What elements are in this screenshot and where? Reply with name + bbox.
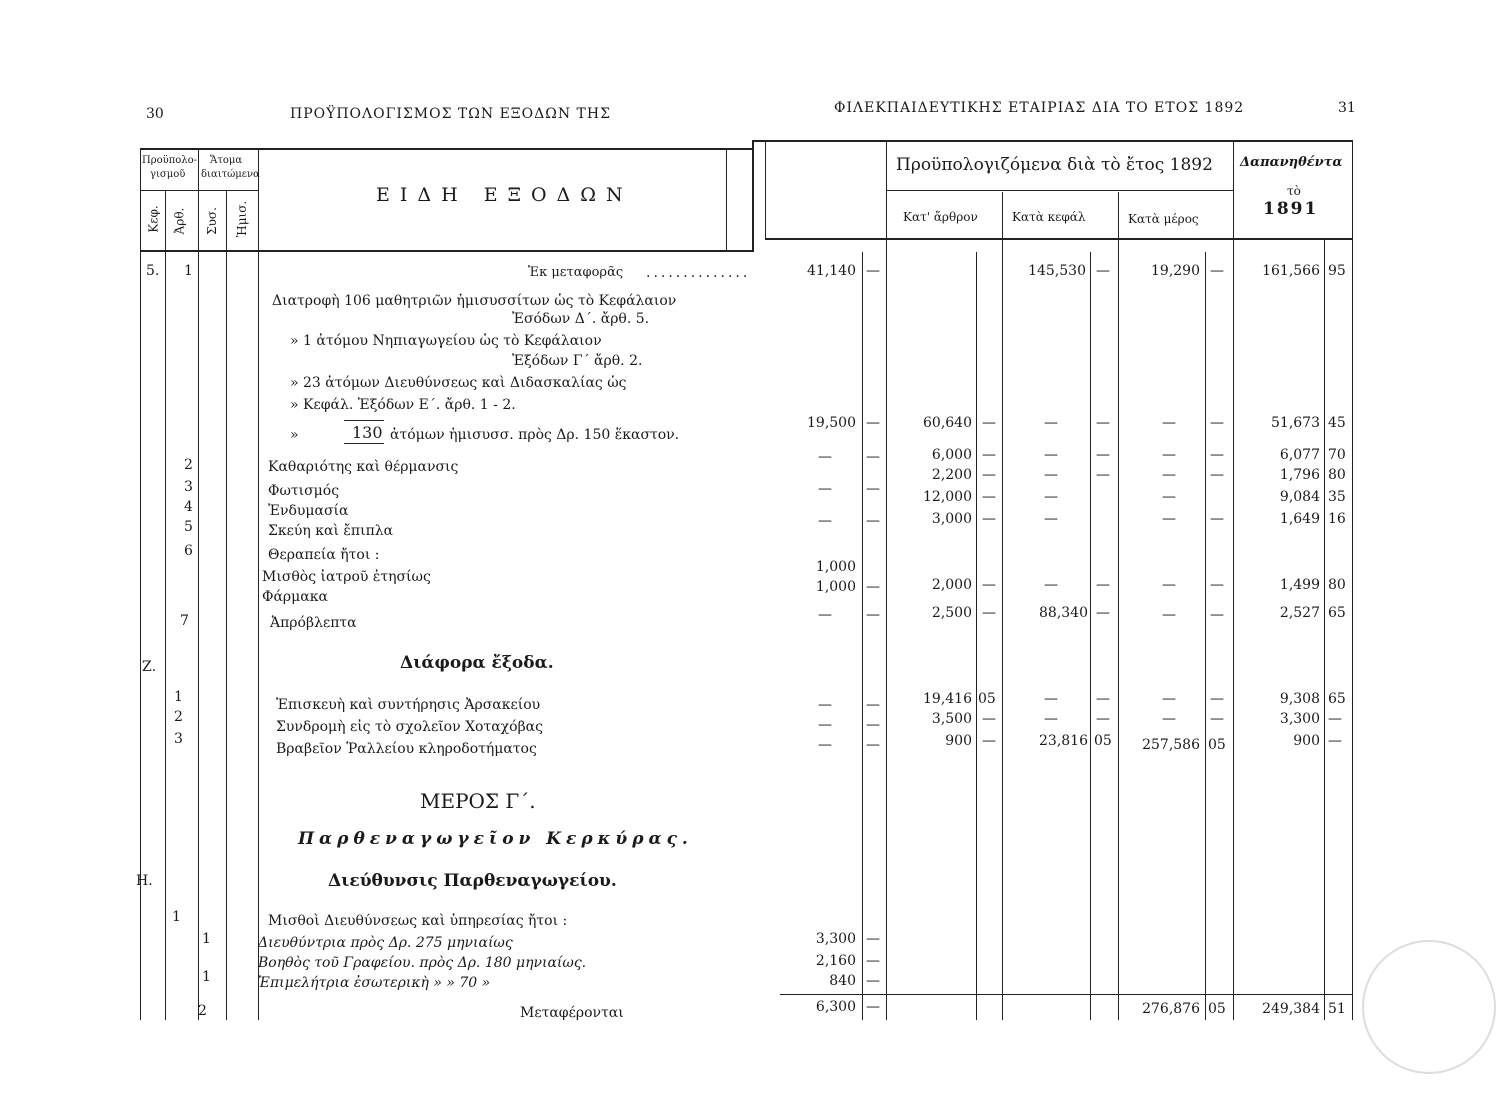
cell-c1b: — — [866, 449, 880, 465]
cell-ka: 19,416 — [923, 691, 972, 707]
row-arth: 2 — [184, 457, 193, 473]
cell-kmb: — — [1210, 711, 1224, 727]
row-number: 130 — [352, 423, 383, 442]
row-text: ἀτόμων ἡμισυσσ. πρὸς Δρ. 150 ἕκαστον. — [390, 427, 680, 443]
cell-km: 276,876 — [1142, 1001, 1200, 1017]
row-text: Βοηθὸς τοῦ Γραφείου. πρὸς Δρ. 180 μηνιαίως. — [258, 955, 587, 971]
cell-kk: — — [1044, 415, 1058, 431]
cell-d: 1,649 — [1279, 511, 1320, 527]
cell-d: 1,499 — [1279, 577, 1320, 593]
cell-kk: — — [1044, 691, 1058, 707]
cell-kab: — — [982, 467, 996, 483]
cell-c1b: — — [866, 513, 880, 529]
cell-kkb: — — [1096, 691, 1110, 707]
cell-km: — — [1162, 447, 1176, 463]
cell-c1: — — [818, 449, 832, 465]
cell-c1: — — [818, 607, 832, 623]
cell-km: — — [1162, 415, 1176, 431]
cell-d: 3,300 — [1279, 711, 1320, 727]
leader-dots: .............. — [646, 265, 751, 281]
row-kef: 5. — [146, 263, 160, 279]
cell-kkb: 05 — [1094, 733, 1112, 749]
col-line — [258, 148, 259, 1020]
cell-kk: 23,816 — [1039, 733, 1088, 749]
row-text: Σκεύη καὶ ἔπιπλα — [268, 523, 394, 539]
cell-kab: — — [982, 605, 996, 621]
cell-kab: — — [982, 415, 996, 431]
cell-db: 80 — [1328, 577, 1346, 593]
cell-db: 35 — [1328, 489, 1346, 505]
cell-c1: — — [818, 737, 832, 753]
cell-kk: 88,340 — [1039, 605, 1088, 621]
header-bottom-border-right — [765, 238, 1352, 240]
subheader-line — [886, 190, 1233, 191]
school-title: Παρθεναγωγεῖον Κερκύρας. — [298, 829, 693, 849]
col-line — [165, 190, 166, 1020]
cell-d: 51,673 — [1271, 415, 1320, 431]
col-line — [1324, 238, 1325, 1020]
row-text: Καθαριότης καὶ θέρμανσις — [268, 459, 459, 475]
cell-d: 9,084 — [1279, 489, 1320, 505]
cell-kk: — — [1044, 489, 1058, 505]
cell-kmb: — — [1210, 263, 1224, 279]
col-line — [1205, 252, 1206, 1020]
cell-db: 80 — [1328, 467, 1346, 483]
total-line — [780, 994, 1352, 995]
cell-kkb: — — [1096, 711, 1110, 727]
col-line — [1090, 252, 1091, 1020]
cell-c1b: — — [866, 607, 880, 623]
cell-ka: 60,640 — [923, 415, 972, 431]
col-line — [976, 252, 977, 1020]
row-text: Μεταφέρονται — [520, 1005, 624, 1021]
cell-c0: 1,000 — [815, 579, 856, 595]
cell-ka: 3,000 — [931, 511, 972, 527]
table-top-border-left — [140, 148, 752, 150]
row-text: » 1 ἀτόμου Νηπιαγωγείου ὡς τὸ Κεφάλαιον — [290, 333, 602, 349]
cell-km: — — [1162, 577, 1176, 593]
cell-kab: 05 — [978, 691, 996, 707]
cell-kkb: — — [1096, 467, 1110, 483]
header-kata-kefal: Κατὰ κεφάλ — [1012, 210, 1086, 224]
cell-c1b: — — [866, 263, 880, 279]
header-syss: Συσ. — [204, 207, 219, 235]
cell-ka: 12,000 — [923, 489, 972, 505]
underline — [344, 420, 384, 421]
cell-d: 161,566 — [1262, 263, 1320, 279]
cell-c0: 3,300 — [815, 931, 856, 947]
cell-db: — — [1328, 733, 1342, 749]
cell-c1b: — — [866, 481, 880, 497]
cell-c1: — — [818, 513, 832, 529]
cell-c1b: — — [866, 737, 880, 753]
library-seal — [1362, 940, 1496, 1074]
cell-d: 9,308 — [1279, 691, 1320, 707]
cell-d: 6,077 — [1279, 447, 1320, 463]
page-title-right: ΦΙΛΕΚΠΑΙΔΕΥΤΙΚΗΣ ΕΤΑΙΡΙΑΣ ΔΙΑ ΤΟ ΕΤΟΣ 1892 — [834, 100, 1245, 116]
row-arth: 5 — [184, 519, 193, 535]
cell-d: 249,384 — [1262, 1001, 1320, 1017]
cell-c1b: — — [866, 697, 880, 713]
header-eidi-exodon: ΕΙΔΗ ΕΞΟΔΩΝ — [376, 184, 633, 206]
col-line — [726, 148, 727, 252]
header-year: 1891 — [1263, 199, 1319, 219]
cell-db: 51 — [1328, 1001, 1346, 1017]
row-text: Φωτισμός — [268, 483, 340, 499]
cell-kmb: — — [1210, 467, 1224, 483]
cell-km: — — [1162, 511, 1176, 527]
cell-c1: 41,140 — [807, 263, 856, 279]
cell-kk: — — [1044, 577, 1058, 593]
header-proypologismou2: γισμοῦ — [150, 169, 186, 180]
col-line — [226, 190, 227, 1020]
cell-kk: — — [1044, 711, 1058, 727]
col-line — [198, 148, 199, 1020]
cell-kab: — — [982, 447, 996, 463]
section-kef: Η. — [136, 873, 153, 889]
cell-c0b: — — [866, 953, 880, 969]
gutter-line — [752, 140, 754, 252]
header-kata-meros: Κατὰ μέρος — [1128, 212, 1199, 226]
cell-km: — — [1162, 711, 1176, 727]
cell-c1: — — [818, 717, 832, 733]
header-arth: Ἀρθ. — [172, 207, 187, 235]
row-syss: 1 — [202, 969, 211, 985]
row-arth: 1 — [184, 263, 193, 279]
row-syss: 1 — [202, 931, 211, 947]
header-proypologismou: Προϋπολο- — [142, 155, 198, 166]
header-hmis: Ἡμισ. — [235, 200, 250, 238]
row-arth: 4 — [184, 499, 193, 515]
cell-c0b: — — [866, 931, 880, 947]
section-title: Διάφορα ἔξοδα. — [400, 653, 554, 673]
col-line — [1002, 192, 1003, 1020]
cell-kmb: — — [1210, 415, 1224, 431]
row-text: Μισθοὶ Διευθύνσεως καὶ ὑπηρεσίας ἤτοι : — [268, 913, 568, 929]
row-quote: » — [290, 427, 299, 443]
cell-d: 2,527 — [1279, 605, 1320, 621]
cell-kab: — — [982, 733, 996, 749]
cell-c1: — — [818, 481, 832, 497]
header-proypologizomena: Προϋπολογιζόμενα διὰ τὸ ἔτος 1892 — [896, 155, 1213, 175]
cell-ka: 900 — [945, 733, 972, 749]
cell-kmb: — — [1210, 577, 1224, 593]
cell-c0: 840 — [829, 973, 856, 989]
cell-kkb: — — [1096, 263, 1110, 279]
row-text: Βραβεῖον Ῥαλλείου κληροδοτήματος — [276, 741, 537, 757]
cell-ka: 2,000 — [931, 577, 972, 593]
row-arth: 3 — [174, 731, 183, 747]
cell-ka: 3,500 — [931, 711, 972, 727]
row-arth: 6 — [184, 543, 193, 559]
cell-db: 45 — [1328, 415, 1346, 431]
col-line — [862, 252, 863, 1020]
row-arth: 7 — [180, 613, 189, 629]
header-kat-arthron: Κατ' ἄρθρον — [903, 210, 978, 224]
cell-d: 900 — [1293, 733, 1320, 749]
col-line — [886, 140, 887, 1020]
header-bottom-border-left — [140, 250, 752, 252]
cell-kab: — — [982, 711, 996, 727]
cell-kmb: 05 — [1208, 1001, 1226, 1017]
row-text: Ἀπρόβλεπτα — [270, 615, 357, 631]
row-text: Θεραπεία ἤτοι : — [268, 547, 380, 563]
cell-c0b: — — [866, 999, 880, 1015]
row-arth: 2 — [174, 709, 183, 725]
cell-kk: — — [1044, 447, 1058, 463]
header-to: τὸ — [1287, 184, 1301, 198]
part-title: ΜΕΡΟΣ Γ΄. — [420, 789, 536, 813]
table-top-border-right — [752, 140, 1352, 142]
cell-ka: 6,000 — [931, 447, 972, 463]
row-text: Ἐκ μεταφορᾶς — [528, 265, 624, 280]
cell-kk: 145,530 — [1028, 263, 1086, 279]
cell-c1: 19,500 — [807, 415, 856, 431]
row-text: » Κεφάλ. Ἐξόδων Ε΄. ἄρθ. 1 - 2. — [290, 397, 516, 413]
row-text: Ἐνδυμασία — [268, 503, 349, 519]
row-text: Συνδρομὴ εἰς τὸ σχολεῖον Χοταχόβας — [276, 719, 543, 735]
cell-db: 95 — [1328, 263, 1346, 279]
header-kef: Κεφ. — [146, 205, 161, 233]
row-arth: 1 — [172, 909, 181, 925]
row-text: » 23 ἀτόμων Διευθύνσεως καὶ Διδασκαλίας ὡς — [290, 375, 627, 391]
cell-kk: — — [1044, 467, 1058, 483]
subheader-line-left — [140, 190, 258, 191]
row-text: Διατροφὴ 106 μαθητριῶν ἡμισυσσίτων ὡς τὸ Κεφάλαιον — [272, 293, 677, 309]
cell-kkb: — — [1096, 447, 1110, 463]
row-text: Ἐξόδων Γ΄ ἄρθ. 2. — [512, 353, 643, 369]
row-text: Διευθύντρια πρὸς Δρ. 275 μηνιαίως — [258, 935, 513, 951]
cell-kmb: — — [1210, 691, 1224, 707]
cell-kkb: — — [1096, 605, 1110, 621]
row-text: Ἐσόδων Δ΄. ἄρθ. 5. — [512, 311, 650, 327]
cell-c1b: — — [866, 415, 880, 431]
cell-kab: — — [982, 577, 996, 593]
cell-km: — — [1162, 691, 1176, 707]
cell-c0b: — — [866, 973, 880, 989]
cell-kab: — — [982, 489, 996, 505]
section-kef: Ζ. — [142, 659, 157, 675]
cell-db: 70 — [1328, 447, 1346, 463]
row-syss: 2 — [198, 1003, 207, 1019]
cell-c1b: — — [866, 579, 880, 595]
cell-km: 19,290 — [1151, 263, 1200, 279]
header-atoma: Ἄτομα — [210, 155, 243, 166]
cell-c0: 1,000 — [815, 559, 856, 575]
page-title-left: ΠΡΟΫΠΟΛΟΓΙΣΜΟΣ ΤΩΝ ΕΞΟΔΩΝ ΤΗΣ — [290, 106, 611, 122]
cell-km: — — [1162, 607, 1176, 623]
cell-c1b: — — [866, 717, 880, 733]
cell-db: — — [1328, 711, 1342, 727]
cell-db: 65 — [1328, 691, 1346, 707]
cell-c0: 6,300 — [815, 999, 856, 1015]
row-text: Ἐπιμελήτρια ἐσωτερικὴ » » 70 » — [258, 975, 491, 991]
col-line — [1352, 140, 1353, 1020]
cell-kmb: — — [1210, 511, 1224, 527]
cell-kk: — — [1044, 511, 1058, 527]
header-atoma2: διαιτώμενα — [201, 169, 260, 180]
cell-km: — — [1162, 489, 1176, 505]
cell-kmb: — — [1210, 447, 1224, 463]
page-number-right: 31 — [1338, 100, 1356, 116]
underline — [344, 443, 384, 444]
col-line — [765, 140, 766, 240]
cell-kkb: — — [1096, 577, 1110, 593]
cell-kmb: 05 — [1208, 737, 1226, 753]
row-arth: 3 — [184, 479, 193, 495]
cell-c1: — — [818, 697, 832, 713]
cell-ka: 2,500 — [931, 605, 972, 621]
cell-db: 65 — [1328, 605, 1346, 621]
cell-ka: 2,200 — [931, 467, 972, 483]
cell-km: 257,586 — [1142, 737, 1200, 753]
cell-km: — — [1162, 467, 1176, 483]
col-line — [1233, 140, 1234, 1020]
header-dapanithenta: Δαπανηθέντα — [1240, 155, 1343, 170]
cell-d: 1,796 — [1279, 467, 1320, 483]
page-number-left: 30 — [146, 106, 164, 122]
cell-db: 16 — [1328, 511, 1346, 527]
section-title: Διεύθυνσις Παρθεναγωγείου. — [328, 871, 617, 891]
row-text: Φάρμακα — [262, 589, 328, 605]
cell-c0: 2,160 — [815, 953, 856, 969]
col-line — [1118, 192, 1119, 1020]
cell-kmb: — — [1210, 607, 1224, 623]
row-text: Ἐπισκευὴ καὶ συντήρησις Ἀρσακείου — [276, 697, 541, 713]
row-arth: 1 — [174, 689, 183, 705]
row-text: Μισθὸς ἰατροῦ ἐτησίως — [262, 569, 431, 585]
cell-kab: — — [982, 511, 996, 527]
cell-kkb: — — [1096, 415, 1110, 431]
